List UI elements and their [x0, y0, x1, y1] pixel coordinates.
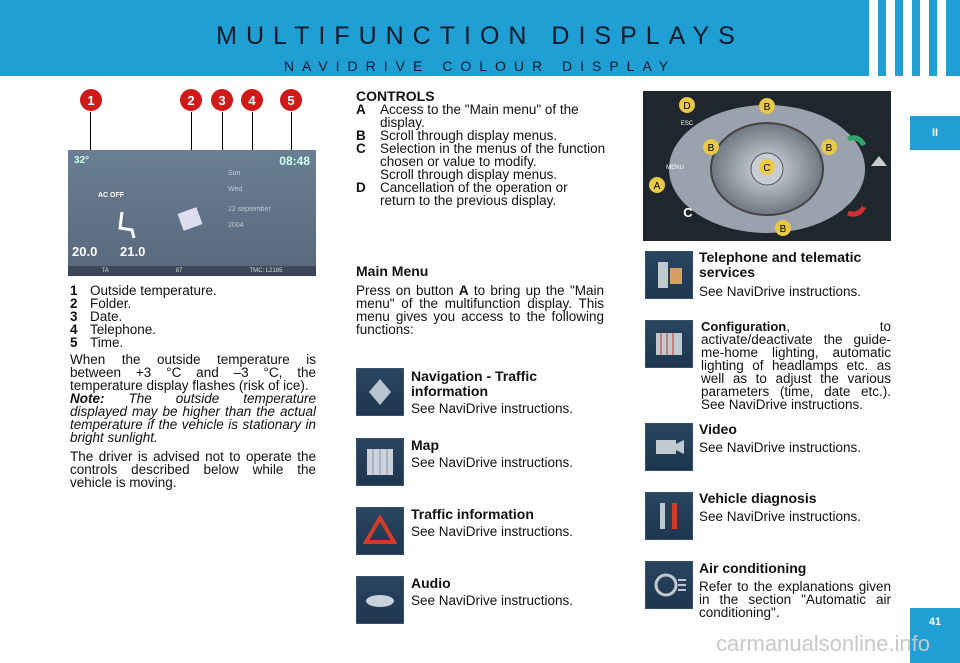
- map-icon: [356, 438, 404, 486]
- telephone-icon: [645, 251, 693, 299]
- entry-traffic: [411, 507, 606, 538]
- control-item: D Cancellation of the operation or return to the previous display.: [356, 180, 568, 208]
- legend-item: 5 Time.: [70, 335, 124, 350]
- page-subtitle: NAVIDRIVE COLOUR DISPLAY: [283, 58, 677, 74]
- note-paragraph: Note: The outside temperature displayed may be higher than the actual temperature if the vehicle is stationary in bright sunlight.: [70, 391, 316, 445]
- control-item: C Selection in the menus of the function chosen or value to modify.: [356, 141, 606, 169]
- display-footer-3: TMC: L2185: [249, 268, 283, 274]
- display-screen: [68, 150, 316, 276]
- display-menu-4: 2004: [228, 222, 244, 229]
- page-number: 41: [910, 608, 960, 663]
- display-ac: AC OFF: [98, 192, 125, 199]
- seat-icon: [110, 210, 136, 240]
- display-right-temp: 21.0: [120, 244, 146, 259]
- marker-2: 2: [180, 89, 202, 111]
- marker-5: 5: [280, 89, 302, 111]
- entry-navigation-text: See NaviDrive instructions.: [411, 401, 574, 416]
- video-icon: [645, 423, 693, 471]
- display-time: 08:48: [279, 154, 310, 168]
- air-conditioning-icon: [645, 561, 693, 609]
- display-menu-1: Sun: [228, 170, 241, 177]
- diagnosis-icon: [645, 492, 693, 540]
- marker-3: 3: [211, 89, 233, 111]
- entry-map: [411, 438, 606, 469]
- navigation-icon: [356, 368, 404, 416]
- legend-list: [70, 284, 316, 489]
- entry-map-text: See NaviDrive instructions.: [411, 455, 574, 470]
- entry-audio: [411, 576, 606, 607]
- panel-label-a: A: [653, 181, 661, 192]
- entry-telephone: [699, 250, 891, 298]
- entry-telephone-title: Telephone and telematic services: [699, 249, 862, 280]
- driver-warning: The driver is advised not to operate the controls described below while the vehicle is moving.: [70, 449, 316, 490]
- entry-air-text: Refer to the explanations given in the section "Automatic air conditioning".: [699, 579, 891, 620]
- display-left-temp: 20.0: [72, 244, 98, 259]
- entry-traffic-text: See NaviDrive instructions.: [411, 524, 574, 539]
- display-footer-1: TA: [101, 268, 109, 274]
- display-temp: 32°: [74, 155, 90, 166]
- main-menu-section: [356, 265, 604, 336]
- panel-label-c-center: C: [763, 163, 771, 174]
- entry-navigation-title: Navigation - Traffic information: [411, 368, 538, 399]
- entry-video: [699, 422, 891, 454]
- page-header: [0, 0, 960, 76]
- panel-label-b-right: B: [825, 143, 833, 154]
- main-menu-heading: Main Menu: [356, 263, 429, 279]
- panel-label-menu: MENU: [666, 165, 684, 171]
- control-item: A Access to the "Main menu" of the display.: [356, 102, 579, 130]
- entry-audio-text: See NaviDrive instructions.: [411, 593, 574, 608]
- main-menu-text: Press on button A to bring up the "Main menu" of the multifunction display. This menu gives you access to the following functions:: [356, 283, 605, 337]
- entry-air-title: Air conditioning: [699, 560, 807, 576]
- traffic-warning-icon: [356, 507, 404, 555]
- display-menu-3: 22 september: [228, 206, 271, 213]
- entry-telephone-text: See NaviDrive instructions.: [699, 284, 862, 299]
- control-panel-drawing: [643, 91, 891, 241]
- panel-label-esc: ESC: [680, 121, 694, 127]
- marker-1: 1: [80, 89, 102, 111]
- controls-heading: CONTROLS: [356, 88, 435, 104]
- folder-icon: [176, 204, 206, 234]
- control-item-extra: Scroll through display menus.: [380, 167, 558, 182]
- entry-navigation: [411, 369, 606, 415]
- entry-diagnosis-title: Vehicle diagnosis: [699, 490, 817, 506]
- display-footer-2: 87: [175, 268, 183, 274]
- controls-section: [356, 90, 606, 207]
- control-item: B Scroll through display menus.: [356, 128, 558, 143]
- panel-label-b-left: B: [707, 143, 715, 154]
- control-panel-image: [643, 91, 891, 241]
- chapter-tab: II: [910, 116, 960, 150]
- entry-map-title: Map: [411, 437, 439, 453]
- entry-video-text: See NaviDrive instructions.: [699, 440, 862, 455]
- entry-audio-title: Audio: [411, 575, 451, 591]
- temperature-paragraph: When the outside temperature is between +3 °C and –3 °C, the temperature display flashes (risk of ice).: [70, 352, 316, 393]
- entry-diagnosis: [699, 491, 891, 523]
- display-menu-2: Wed: [228, 186, 243, 193]
- panel-label-d: D: [683, 101, 691, 112]
- display-footer-bar: [68, 266, 316, 276]
- display-markers: [80, 89, 320, 113]
- watermark: carmanualsonline.info: [715, 631, 930, 656]
- panel-label-b-bottom: B: [779, 224, 787, 235]
- panel-label-c: C: [683, 205, 693, 220]
- page-title: MULTIFUNCTION DISPLAYS: [216, 22, 744, 50]
- panel-label-b-top: B: [763, 102, 771, 113]
- entry-configuration: [643, 320, 891, 411]
- entry-video-title: Video: [699, 421, 737, 437]
- legend-item: 4 Telephone.: [70, 322, 157, 337]
- entry-traffic-title: Traffic information: [411, 506, 534, 522]
- legend-item: 3 Date.: [70, 309, 123, 324]
- legend-item: 2 Folder.: [70, 296, 132, 311]
- entry-diagnosis-text: See NaviDrive instructions.: [699, 509, 862, 524]
- entry-configuration-title: Configuration: [701, 319, 787, 334]
- entry-air: [699, 561, 891, 619]
- legend-item: 1 Outside temperature.: [70, 283, 217, 298]
- marker-4: 4: [241, 89, 263, 111]
- audio-icon: [356, 576, 404, 624]
- entry-configuration-text: , to activate/deactivate the guide-me-home lighting, automatic lighting of headlamps etc. as well as to adjust the various parameters (time, date etc.). See NaviDrive instructions.: [701, 319, 891, 412]
